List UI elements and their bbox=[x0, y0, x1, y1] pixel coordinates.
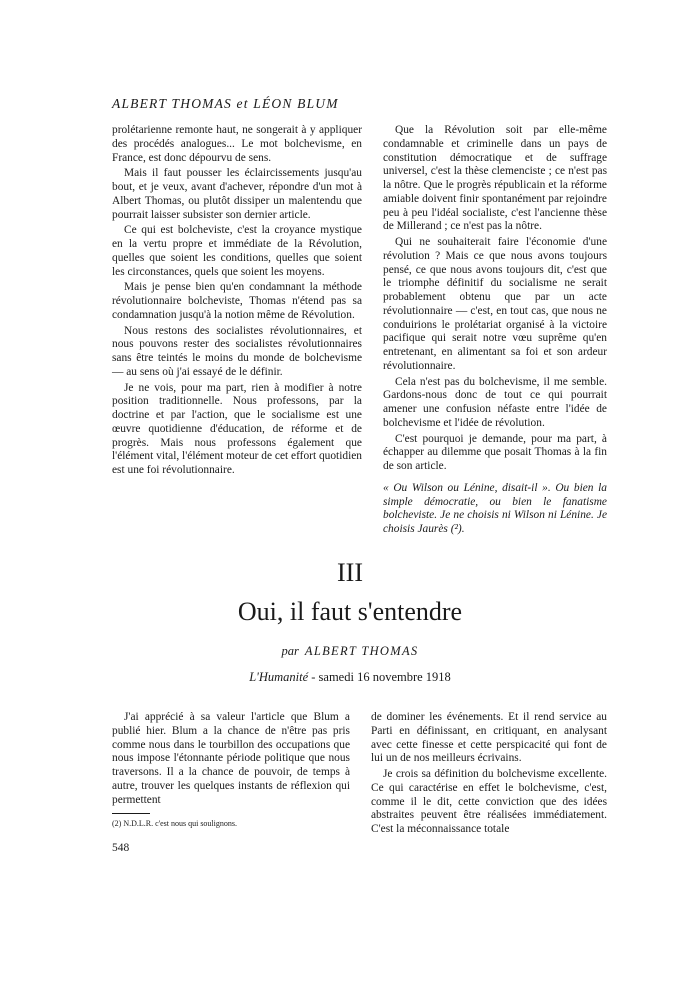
byline bbox=[0, 644, 700, 659]
paragraph: C'est pourquoi je demande, pour ma part, à échapper au dilemme que posait Thomas à la fin de son article. bbox=[383, 432, 607, 472]
paragraph: Que la Révolution soit par elle-même condamnable et criminelle dans un pays de constitution démocratique et de suffrage universel, c'est la thèse clemenciste ; ce n'est pas la nôtre. Que le progrès républicain et la réforme amiable doivent finir spontanément par rejoindre peu à peu l'idéal socialiste, c'est l'ancienne thèse de Millerand ; ce n'est pas la nôtre. bbox=[383, 124, 607, 233]
paragraph: Mais il faut pousser les éclaircissements jusqu'au bout, et je veux, avant d'achever, répondre d'un mot à Albert Thomas, ou plutôt dissiper un malentendu que pourrait laisser subsister son dernier article. bbox=[112, 167, 362, 221]
paragraph: prolétarienne remonte haut, ne songerait à y appliquer des procédés analogues... Le mot bolchevisme, en France, est donc dépourvu de sens. bbox=[112, 124, 362, 164]
paragraph: Ce qui est bolcheviste, c'est la croyance mystique en la vertu propre et immédiate de la Révolution, quelles que soient les conditions, quelles que soient les circonstances, quels que soient les moyens. bbox=[112, 224, 362, 278]
jaures-quote: « Ou Wilson ou Lénine, disait-il ». Ou bien la simple démocratie, ou bien le fanatisme bolcheviste. Je ne choisis ni Wilson ni Lénine. Je choisis Jaurès (²). bbox=[383, 481, 607, 535]
running-head: ALBERT THOMAS et LÉON BLUM bbox=[112, 96, 339, 111]
column-bottom-right bbox=[371, 711, 607, 839]
paragraph: Je crois sa définition du bolchevisme excellente. Ce qui caractérise en effet le bolchevisme, c'est, comme il le dit, cette conviction que des idées abstraites peuvent être réalisées immédiatement. C'est la méconnaissance totale bbox=[371, 768, 607, 835]
paragraph: Cela n'est pas du bolchevisme, il me semble. Gardons-nous donc de tout ce qui pourrait amener une confusion néfaste entre l'idée de bolchevisme et l'idée de révolution. bbox=[383, 375, 607, 429]
section-number: III bbox=[337, 558, 363, 587]
page-number: 548 bbox=[112, 842, 130, 854]
footnote: (2) N.D.L.R. c'est nous qui soulignons. bbox=[112, 819, 237, 828]
article-title: Oui, il faut s'entendre bbox=[237, 597, 463, 626]
paragraph: Qui ne souhaiterait faire l'économie d'une révolution ? Mais ce que nous avons toujours pensé, ce que nous avons toujours dit, c'est que le triomphe définitif du socialisme ne serait probablement obtenu que par un acte révolutionnaire — c'est, en tout cas, que nous ne conduirions le prolétariat organisé à la victoire pacifique qui serait notre vœu suprême qu'en entretenant, en alimentant sa foi et son ardeur révolutionnaire. bbox=[383, 236, 607, 372]
footnote-rule bbox=[112, 813, 150, 814]
column-top-left bbox=[112, 124, 362, 480]
paragraph: J'ai apprécié à sa valeur l'article que Blum a publié hier. Blum a la chance de n'être pas pris comme nous dans le tourbillon des occupations que nous impose l'étonnante période politique que nous traversons. Il a la chance de pouvoir, de temps à autre, trouver les quelques instants de réflexion qui permettent bbox=[112, 711, 350, 806]
byline-prefix: par bbox=[281, 644, 299, 658]
paragraph: Je ne vois, pour ma part, rien à modifier à notre position traditionnelle. Nous professons, par la doctrine et par l'action, que le socialisme est une œuvre quotidienne d'éducation, de réforme et de progrès. Mais nous professons également que l'élément vital, l'élément moteur de cet effort quotidien est une foi révolutionnaire. bbox=[112, 381, 362, 476]
paragraph: de dominer les événements. Et il rend service au Parti en définissant, en critiquant, en analysant avec cette finesse et cette perspicacité qui font de lui un de nos meilleurs écrivains. bbox=[371, 711, 607, 765]
paragraph: Nous restons des socialistes révolutionnaires, et nous pouvons rester des socialistes révolutionnaires sans être teintés le moins du monde de bolchevisme — au sens où j'ai essayé de le définir. bbox=[112, 324, 362, 378]
source-paper: L'Humanité bbox=[249, 670, 309, 684]
source-line bbox=[0, 670, 700, 685]
column-top-right bbox=[383, 124, 607, 539]
byline-author: ALBERT THOMAS bbox=[304, 644, 419, 658]
source-date: - samedi 16 novembre 1918 bbox=[308, 670, 451, 684]
column-bottom-left bbox=[112, 711, 350, 809]
paragraph: Mais je pense bien qu'en condamnant la méthode révolutionnaire bolcheviste, Thomas n'étend pas sa condamnation jusqu'à la notion même de Révolution. bbox=[112, 281, 362, 321]
column-top-right-paragraphs bbox=[383, 124, 607, 474]
